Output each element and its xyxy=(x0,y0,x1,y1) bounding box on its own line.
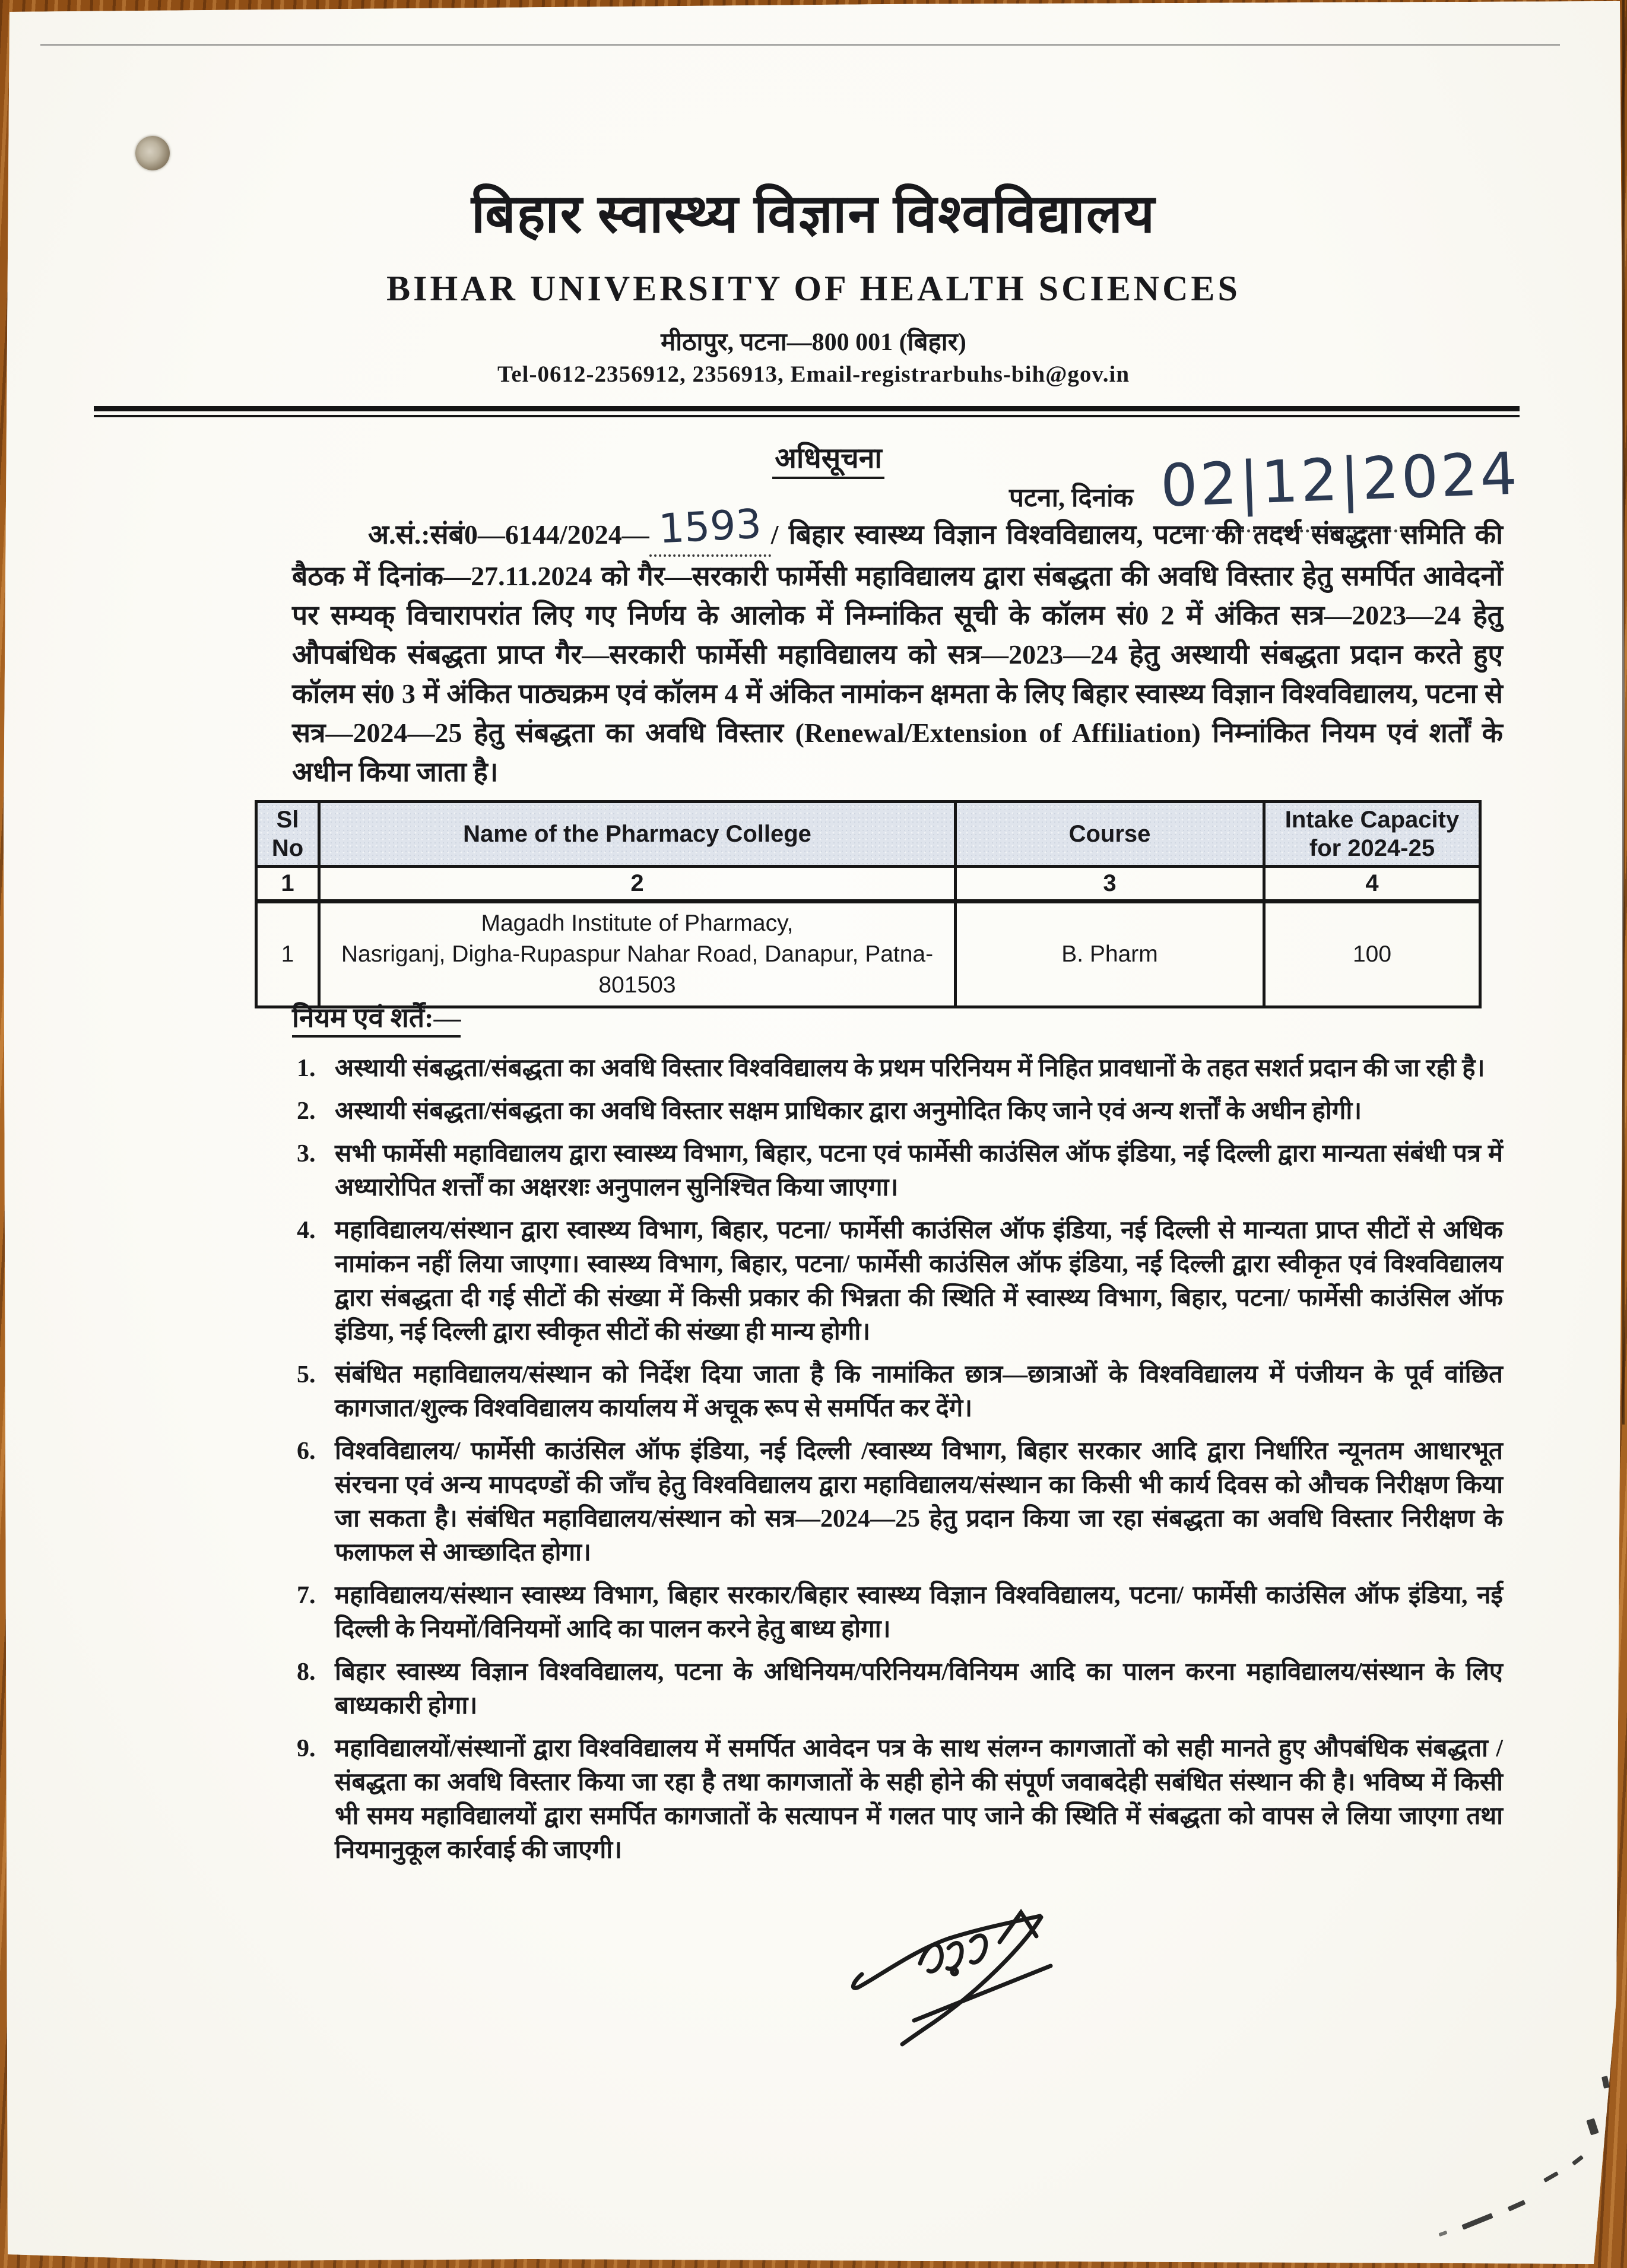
table-row xyxy=(256,902,1480,1007)
college-name-line2: Nasriganj, Digha-Rupaspur Nahar Road, Danapur, Patna-801503 xyxy=(341,941,934,998)
session-2024-25-bold: सत्र—2024—25 xyxy=(292,718,462,748)
table-header-row xyxy=(256,802,1480,867)
renewal-extension-english: (Renewal/Extension of Affiliation) xyxy=(795,718,1201,748)
term-item-9 xyxy=(297,1732,1503,1867)
terms-heading xyxy=(292,998,461,1035)
body-text-main: बिहार स्वास्थ्य विज्ञान विश्वविद्यालय, पटना की तदर्थ संबद्धता समिति की बैठक में दिनांक—27.11.2024 को गैर—सरकारी फार्मेसी महाविद्यालय द्वारा संबद्धता की अवधि विस्तार हेतु समर्पित आवेदनों पर सम्यक् विचारापरांत लिए गए निर्णय के आलोक में निम्नांकित सूची के कॉलम सं0 2 में अंकित सत्र—2023—24 हेतु औपबंधिक संबद्धता प्राप्त गैर—सरकारी फार्मेसी महाविद्यालय को सत्र—2023—24 हेतु अस्थायी संबद्धता प्रदान करते हुए कॉलम सं0 3 में अंकित पाठ्यक्रम एवं कॉलम 4 में अंकित नामांकन क्षमता के लिए बिहार स्वास्थ्य विज्ञान विश्वविद्यालय, पटना से xyxy=(292,519,1503,709)
column-number-4: 4 xyxy=(1264,867,1480,902)
term-number: 1. xyxy=(297,1055,316,1082)
body-text-after-session: हेतु संबद्धता का अवधि विस्तार xyxy=(462,718,795,748)
term-item-3 xyxy=(297,1137,1503,1205)
term-text: महाविद्यालय/संस्थान स्वास्थ्य विभाग, बिहार सरकार/बिहार स्वास्थ्य विज्ञान विश्वविद्यालय, पटना/ फार्मेसी काउंसिल ऑफ इंडिया, नई दिल्ली के नियमों/विनियमों आदि का पालन करने हेतु बाध्य होगा। xyxy=(335,1582,1503,1643)
handwritten-date: 02|12|2024 xyxy=(1159,440,1521,521)
ink-speck xyxy=(1601,2076,1610,2089)
term-item-5 xyxy=(297,1358,1503,1426)
term-item-2 xyxy=(297,1095,1503,1128)
terms-list xyxy=(297,1052,1503,1876)
ink-speck xyxy=(1543,2171,1559,2183)
notification-heading-text: अधिसूचना xyxy=(772,443,884,479)
term-item-4 xyxy=(297,1214,1503,1349)
header-intake-capacity: Intake Capacity for 2024-25 xyxy=(1264,802,1480,867)
term-text: महाविद्यालयों/संस्थानों द्वारा विश्वविद्यालय में समर्पित आवेदन पत्र के साथ संलग्न कागजातों को सही मानते हुए औपबंधिक संबद्धता /संबद्धता का अवधि विस्तार किया जा रहा है तथा कागजातों के सही होने की संपूर्ण जवाबदेही सबंधित संस्थान की है। भविष्य में किसी भी समय महाविद्यालयों द्वारा समर्पित कागजातों के सत्यापन में गलत पाए जाने की स्थिति में संबद्धता को वापस ले लिया जाएगा तथा नियमानुकूल कार्रवाई की जाएगी। xyxy=(335,1735,1503,1864)
term-number: 6. xyxy=(297,1438,316,1465)
notification-body-paragraph xyxy=(292,500,1503,792)
divider-thick-line xyxy=(94,406,1520,411)
university-title-hindi: बिहार स्वास्थ्य विज्ञान विश्वविद्यालय xyxy=(471,185,1156,244)
term-text: संबंधित महाविद्यालय/संस्थान को निर्देश दिया जाता है कि नामांकित छात्र—छात्राओं के विश्वविद्यालय में पंजीयन के पूर्व वांछित कागजात/शुल्क विश्वविद्यालय कार्यालय में अचूक रूप से समर्पित कर देंगे। xyxy=(335,1361,1503,1422)
punch-hole xyxy=(135,136,170,170)
body-text-end: निम्नांकित नियम एवं शर्तों के अधीन किया जाता है। xyxy=(292,718,1503,787)
handwritten-reference-number: 1593 xyxy=(657,500,763,553)
university-contact: Tel-0612-2356912, 2356913, Email-registrarbuhs-bih@gov.in xyxy=(497,361,1130,387)
cell-sl-no: 1 xyxy=(256,902,319,1007)
cell-college-name xyxy=(319,902,956,1007)
terms-heading-text: नियम एवं शर्तें:— xyxy=(292,1003,461,1038)
term-number: 2. xyxy=(297,1097,316,1125)
cell-course: B. Pharm xyxy=(956,902,1264,1007)
university-title-english: BIHAR UNIVERSITY OF HEALTH SCIENCES xyxy=(386,269,1241,308)
term-item-6 xyxy=(297,1435,1503,1570)
ink-speck xyxy=(1461,2213,1493,2230)
table-column-number-row xyxy=(256,867,1480,902)
ink-speck xyxy=(1572,2155,1584,2166)
term-text: अस्थायी संबद्धता/संबद्धता का अवधि विस्तार विश्वविद्यालय के प्रथम परिनियम में निहित प्रावधानों के तहत सशर्त प्रदान की जा रही है। xyxy=(335,1055,1485,1082)
term-number: 5. xyxy=(297,1361,316,1388)
ink-speck xyxy=(1508,2200,1526,2212)
term-text: विश्वविद्यालय/ फार्मेसी काउंसिल ऑफ इंडिया, नई दिल्ली /स्वास्थ्य विभाग, बिहार सरकार आदि द्वारा निर्धारित न्यूनतम आधारभूत संरचना एवं अन्य मापदण्डों की जाँच हेतु विश्वविद्यालय द्वारा महाविद्यालय/संस्थान का किसी भी कार्य दिवस को औचक निरीक्षण किया जा सकता है। संबंधित महाविद्यालय/संस्थान को सत्र—2024—25 हेतु प्रदान किया जा रहा संबद्धता का अवधि विस्तार निरीक्षण के फलाफल से आच्छादित होगा। xyxy=(335,1438,1503,1566)
term-text: अस्थायी संबद्धता/संबद्धता का अवधि विस्तार सक्षम प्राधिकार द्वारा अनुमोदित किए जाने एवं अन्य शर्त्तों के अधीन होगी। xyxy=(335,1097,1362,1125)
handwritten-reference-underline xyxy=(649,500,771,557)
header-course: Course xyxy=(956,802,1264,867)
term-text: महाविद्यालय/संस्थान द्वारा स्वास्थ्य विभाग, बिहार, पटना/ फार्मेसी काउंसिल ऑफ इंडिया, नई दिल्ली से मान्यता प्राप्त सीटों से अधिक नामांकन नहीं लिया जाएगा। स्वास्थ्य विभाग, बिहार, पटना/ फार्मेसी काउंसिल ऑफ इंडिया, नई दिल्ली द्वारा स्वीकृत एवं विश्वविद्यालय द्वारा संबद्धता दी गई सीटों की संख्या में किसी प्रकार की भिन्नता की स्थिति में स्वास्थ्य विभाग, बिहार, पटना/ फार्मेसी काउंसिल ऑफ इंडिया, नई दिल्ली द्वारा स्वीकृत सीटों की संख्या ही मान्य होगी। xyxy=(335,1217,1503,1346)
term-number: 9. xyxy=(297,1735,316,1762)
header-sl-no: Sl No xyxy=(256,802,319,867)
header-college-name: Name of the Pharmacy College xyxy=(319,802,956,867)
term-number: 7. xyxy=(297,1582,316,1609)
term-number: 8. xyxy=(297,1658,316,1686)
scanner-artifact-line xyxy=(40,44,1560,46)
letterhead-divider xyxy=(94,406,1520,417)
reference-number-prefix: अ.सं.:संबं0—6144/2024— xyxy=(368,519,649,550)
term-text: बिहार स्वास्थ्य विज्ञान विश्वविद्यालय, पटना के अधिनियम/परिनियम/विनियम आदि का पालन करना महाविद्यालय/संस्थान के लिए बाध्यकारी होगा। xyxy=(335,1658,1503,1720)
college-name-line1: Magadh Institute of Pharmacy, xyxy=(481,911,794,936)
handwritten-signature xyxy=(844,1904,1070,2053)
affiliation-table xyxy=(255,800,1482,1008)
place-date-label: पटना, दिनांक xyxy=(1009,483,1134,512)
ink-speck xyxy=(1586,2118,1599,2135)
term-item-1 xyxy=(297,1052,1503,1086)
reference-separator: / xyxy=(770,519,779,550)
cell-intake: 100 xyxy=(1264,902,1480,1007)
divider-thin-line xyxy=(94,415,1520,417)
university-address: मीठापुर, पटना—800 001 (बिहार) xyxy=(661,329,966,356)
ink-speck xyxy=(1438,2231,1447,2237)
term-item-8 xyxy=(297,1655,1503,1723)
term-item-7 xyxy=(297,1579,1503,1647)
column-number-2: 2 xyxy=(319,867,956,902)
term-number: 3. xyxy=(297,1140,316,1168)
term-text: सभी फार्मेसी महाविद्यालय द्वारा स्वास्थ्य विभाग, बिहार, पटना एवं फार्मेसी काउंसिल ऑफ इंडिया, नई दिल्ली द्वारा मान्यता संबंधी पत्र में अध्यारोपित शर्त्तों का अक्षरशः अनुपालन सुनिश्चित किया जाएगा। xyxy=(335,1140,1503,1201)
term-number: 4. xyxy=(297,1217,316,1244)
column-number-1: 1 xyxy=(256,867,319,902)
column-number-3: 3 xyxy=(956,867,1264,902)
